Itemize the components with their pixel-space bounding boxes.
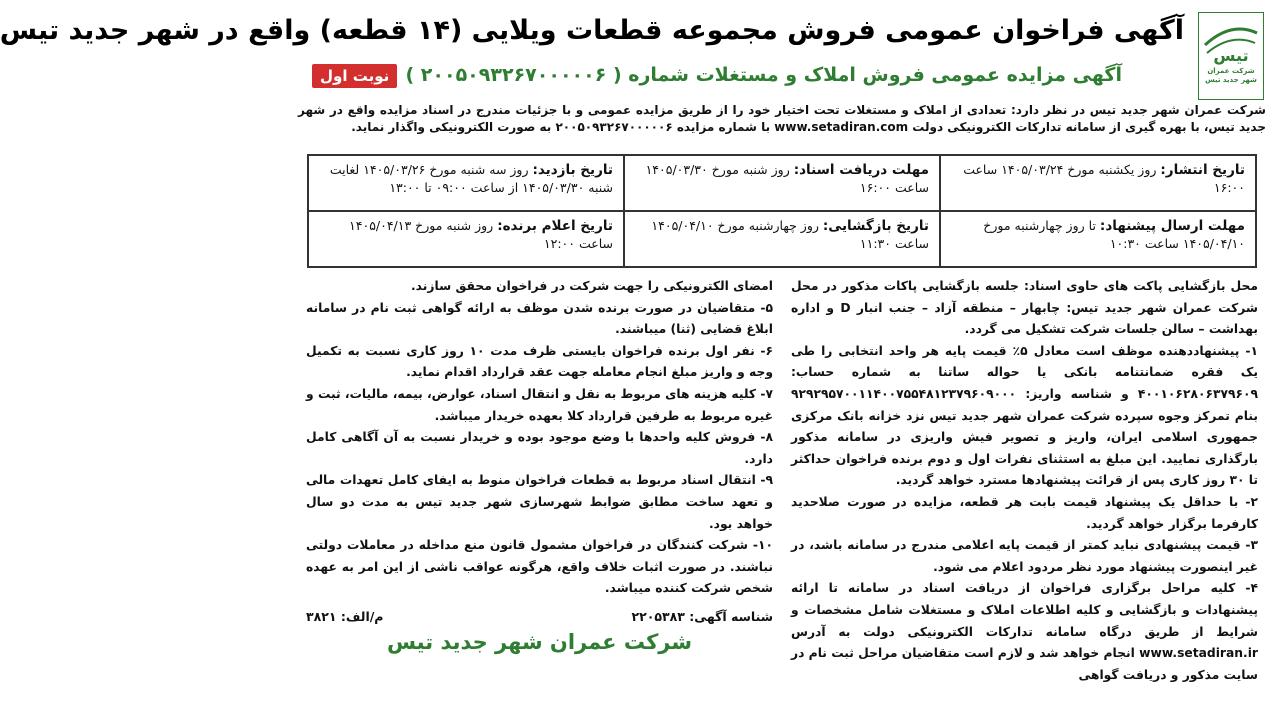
paragraph: ۱- پیشنهاددهنده موظف است معادل ۵٪ قیمت پایه هر واحد انتخابی را طی یک فقره ضمانتنامه بانکی یا حواله ساتنا به شماره حساب: ۴۰۰۱۰۶۲۸۰۶۳۷۹۶۰۹ و شناسه واریز: ۹۲۹۲۹۵۷۰۰۱۱۴۰۰۷۵۵۴۸۱۲۳۷۹۶۰۹۰۰۰ بنام تمرکز وجوه سپرده شرکت عمران شهر جدید تیس نزد خزانه بانک مرکزی جمهوری اسلامی ایران، واریز و تصویر فیش واریزی در سامانه مذکور بارگذاری نمایید. این مبلغ به استثنای نفرات اول و دوم برنده فراخوان حداکثر تا ۳۰ روز کاری پس از قرائت پیشنهادها مسترد خواهد گردید. bbox=[791, 343, 1258, 488]
paragraph: ۳- قیمت پیشنهادی نباید کمتر از قیمت پایه اعلامی مندرج در سامانه باشد، در غیر اینصورت پیشنهاد مورد نظر مردود اعلام می شود. bbox=[791, 538, 1258, 574]
paragraph: امضای الکترونیکی را جهت شرکت در فراخوان محقق سازند. bbox=[411, 279, 773, 293]
publish-date-label: تاریخ انتشار: bbox=[1160, 162, 1245, 178]
paragraph: ۱۰- شرکت کنندگان در فراخوان مشمول قانون منع مداخله در معاملات دولتی نباشند. در صورت اثبات خلاف واقع، هرگونه عواقب ناشی از این امر به عهده شخص شرکت کننده میباشد. bbox=[306, 538, 773, 596]
footer-ids bbox=[306, 606, 773, 628]
receive-deadline-label: مهلت دریافت اسناد: bbox=[793, 162, 929, 178]
opening-date-value: روز چهارشنبه مورخ ۱۴۰۵/۰۴/۱۰ ساعت ۱۱:۳۰ bbox=[651, 218, 929, 251]
page-subtitle: آگهی مزایده عمومی فروش املاک و مستغلات شماره ( ۲۰۰۵۰۹۳۲۶۷۰۰۰۰۰۶ ) bbox=[405, 64, 1122, 86]
opening-date-cell bbox=[624, 211, 940, 267]
submit-deadline-cell bbox=[940, 211, 1256, 267]
round-badge: نوبت اول bbox=[312, 64, 397, 88]
paragraph: ۴- کلیه مراحل برگزاری فراخوان از دریافت اسناد در سامانه تا ارائه پیشنهادات و بازگشایی و کلیه اطلاعات املاک و مستغلات شامل مشخصات و شرایط از طریق درگاه سامانه تدارکات الکترونیکی دولت به آدرس www.setadiran.ir انجام خواهد شد و لازم است متقاضیان مراحل ثبت نام در سایت مذکور و دریافت گواهی bbox=[791, 581, 1258, 682]
logo-icon bbox=[1201, 15, 1261, 67]
visit-date-cell bbox=[308, 155, 624, 211]
paragraph: ۲- با حداقل یک پیشنهاد قیمت بابت هر قطعه، مزایده در صورت صلاحدید کارفرما برگزار خواهد گردید. bbox=[791, 494, 1258, 531]
visit-date-value: روز سه شنبه مورخ ۱۴۰۵/۰۳/۲۶ لغایت شنبه ۱۴۰۵/۰۳/۳۰ از ساعت ۰۹:۰۰ تا ۱۳:۰۰ bbox=[329, 162, 613, 195]
ad-id: شناسه آگهی: ۲۲۰۵۳۸۳ bbox=[631, 608, 773, 624]
submit-deadline-value: تا روز چهارشنبه مورخ ۱۴۰۵/۰۴/۱۰ ساعت ۱۰:۳۰ bbox=[983, 218, 1245, 251]
paragraph: ۵- متقاضیان در صورت برنده شدن موظف به ارائه گواهی ثبت نام در سامانه ابلاغ قضایی (ثنا) میباشند. bbox=[306, 300, 773, 337]
visit-date-label: تاریخ بازدید: bbox=[532, 162, 613, 178]
receive-deadline-value: روز شنبه مورخ ۱۴۰۵/۰۳/۳۰ ساعت ۱۶:۰۰ bbox=[645, 162, 929, 195]
company-signature: شرکت عمران شهر جدید تیس bbox=[386, 629, 692, 654]
header bbox=[0, 6, 1272, 98]
publish-date-value: روز یکشنبه مورخ ۱۴۰۵/۰۳/۲۴ ساعت ۱۶:۰۰ bbox=[963, 162, 1245, 195]
reference-number: م/الف: ۳۸۲۱ bbox=[306, 608, 384, 624]
logo-text: تیس bbox=[1213, 46, 1249, 65]
dates-table bbox=[307, 154, 1257, 268]
intro-paragraph: شرکت عمران شهر جدید تیس در نظر دارد: تعدادی از املاک و مستغلات تحت اختیار خود را از طریق مزایده عمومی و با جزئیات مندرج در اسناد مزایده واقع در شهر جدید تیس، با بهره گیری از سامانه تدارکات الکترونیکی دولت www.setadiran.com با شماره مزایده ۲۰۰۵۰۹۳۲۶۷۰۰۰۰۰۶ به صورت الکترونیکی واگذار نماید. bbox=[298, 103, 1266, 134]
left-column bbox=[306, 276, 773, 668]
receive-deadline-cell bbox=[624, 155, 940, 211]
paragraph: ۶- نفر اول برنده فراخوان بایستی ظرف مدت ۱۰ روز کاری نسبت به تکمیل وجه و واریز مبلغ انجام معامله جهت عقد قرارداد اقدام نماید. bbox=[306, 343, 774, 380]
page-title: آگهی فراخوان عمومی فروش مجموعه قطعات ویلایی (۱۴ قطعه) واقع در شهر جدید تیس bbox=[0, 15, 1184, 46]
winner-date-cell bbox=[308, 211, 624, 267]
winner-date-value: روز شنبه مورخ ۱۴۰۵/۰۴/۱۳ ساعت ۱۲:۰۰ bbox=[349, 218, 613, 251]
paragraph: ۸- فروش کلیه واحدها با وضع موجود بوده و خریدار نسبت به آن آگاهی کامل دارد. bbox=[306, 430, 773, 466]
paragraph: محل بازگشایی پاکت های حاوی اسناد: جلسه بازگشایی پاکات مذکور در محل شرکت عمران شهر جدید تیس: چابهار – منطقه آزاد – جنب انبار D و اداره بهداشت – سالن جلسات شرکت تشکیل می گردد. bbox=[791, 279, 1258, 337]
paragraph: ۷- کلیه هزینه های مربوط به نقل و انتقال اسناد، عوارض، بیمه، مالیات، ثبت و غیره مربوط به طرفین قرارداد کلا بعهده خریدار میباشد. bbox=[306, 386, 773, 423]
company-logo bbox=[1198, 12, 1264, 100]
right-column bbox=[791, 276, 1258, 682]
paragraph: ۹- انتقال اسناد مربوط به قطعات فراخوان منوط به ایفای کامل تعهدات مالی و تعهد ساخت مطابق ضوابط شهرسازی شهر جدید تیس به مدت دو سال خواهد بود. bbox=[306, 473, 773, 531]
body-columns bbox=[292, 268, 1272, 682]
winner-date-label: تاریخ اعلام برنده: bbox=[497, 218, 613, 234]
publish-date-cell bbox=[940, 155, 1256, 211]
logo-caption: شرکت عمران شهر جدید تیس bbox=[1205, 67, 1257, 84]
opening-date-label: تاریخ بازگشایی: bbox=[822, 218, 929, 234]
submit-deadline-label: مهلت ارسال پیشنهاد: bbox=[1099, 218, 1245, 234]
